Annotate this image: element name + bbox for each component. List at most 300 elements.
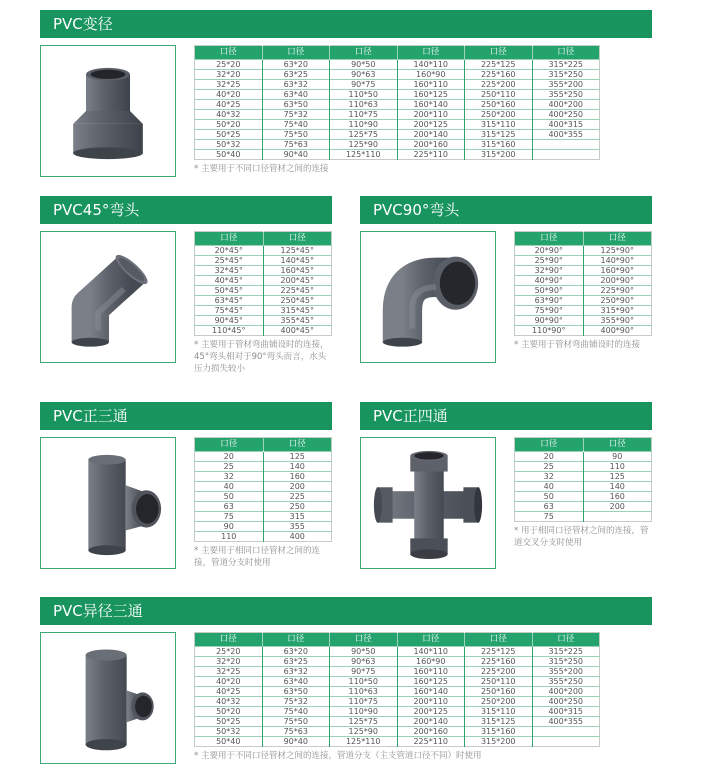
spec-cell [532,140,600,150]
spec-cell: 315*250 [532,657,600,667]
spec-cell: 75*32 [262,697,330,707]
spec-cell: 315*200 [465,150,533,160]
spec-row [515,276,652,286]
spec-cell: 355*90° [583,316,652,326]
spec-cell: 50*40 [195,150,263,160]
spec-cell: 63*32 [262,80,330,90]
tee-cross-sections-row [40,402,652,570]
diameter-column-header: 口径 [195,232,264,246]
spec-cell: 90*63 [330,70,398,80]
spec-cell: 63*32 [262,667,330,677]
spec-cell: 400 [263,531,332,541]
spec-cell: 225*200 [465,80,533,90]
diameter-column-header: 口径 [262,46,330,60]
spec-cell: 250 [263,501,332,511]
spec-cell: 125*110 [330,150,398,160]
spec-row [195,306,332,316]
spec-table [514,437,652,522]
spec-cell: 50*45° [195,286,264,296]
spec-cell: 63*40 [262,677,330,687]
section-pvc-reducing-tee [40,597,652,764]
spec-cell: 90 [195,521,264,531]
elbow-90-product-image [369,238,487,356]
spec-cell: 225*110 [397,150,465,160]
spec-cell: 355*250 [532,90,600,100]
spec-cell: 40*25 [195,100,263,110]
spec-cell: 200*125 [397,707,465,717]
spec-cell: 140*110 [397,647,465,657]
spec-cell: 90*63 [330,657,398,667]
spec-cell: 63*50 [262,100,330,110]
spec-cell: 125*110 [330,737,398,747]
spec-cell: 400*90° [583,326,652,336]
spec-cell: 400*200 [532,687,600,697]
spec-cell: 75*40 [262,120,330,130]
spec-cell: 160*45° [263,266,332,276]
spec-cell: 140 [583,481,652,491]
diameter-column-header: 口径 [195,46,263,60]
spec-row [195,531,332,541]
spec-cell: 160*140 [397,687,465,697]
diameter-column-header: 口径 [263,232,332,246]
spec-cell: 355*200 [532,80,600,90]
diameter-column-header: 口径 [515,232,584,246]
spec-cell: 50*20 [195,120,263,130]
spec-cell: 225*110 [397,737,465,747]
spec-cell: 160 [263,471,332,481]
section-title: PVC90°弯头 [373,201,460,219]
spec-row [195,276,332,286]
spec-cell: 200*45° [263,276,332,286]
spec-cell: 355*45° [263,316,332,326]
diameter-column-header: 口径 [583,437,652,451]
section-pvc-cross [360,402,652,570]
spec-cell: 75 [515,511,584,521]
spec-cell: 140*90° [583,256,652,266]
spec-cell: 20 [195,451,264,461]
section-pvc-reducer [40,10,652,177]
spec-cell: 40*45° [195,276,264,286]
spec-cell: 50*32 [195,727,263,737]
spec-cell: 315*225 [532,60,600,70]
spec-cell: 50*40 [195,737,263,747]
spec-row [515,286,652,296]
product-photo-frame [360,231,496,363]
spec-row [195,110,600,120]
spec-row [195,667,600,677]
spec-cell: 125*90 [330,727,398,737]
spec-table-container [194,231,332,336]
spec-table [514,231,652,336]
spec-cell: 400*315 [532,120,600,130]
spec-cell [583,511,652,521]
spec-cell: 200 [263,481,332,491]
reducing-tee-product-image [52,642,164,754]
section-title: PVC正三通 [53,406,128,425]
spec-cell: 63*20 [262,60,330,70]
spec-cell: 63*45° [195,296,264,306]
product-photo-frame [360,437,496,569]
spec-cell: 160*125 [397,677,465,687]
spec-cell: 25 [195,461,264,471]
footnote: * 用于相同口径管材之间的连接，管道交叉分支时使用 [514,525,649,548]
elbow-sections-row [40,196,652,376]
spec-cell: 400*45° [263,326,332,336]
spec-cell: 90*40 [262,737,330,747]
spec-cell: 225*160 [465,70,533,80]
spec-cell: 110*50 [330,90,398,100]
spec-row [515,316,652,326]
spec-cell: 200*140 [397,717,465,727]
spec-row [195,60,600,70]
spec-cell: 50 [515,491,584,501]
spec-cell: 200*90° [583,276,652,286]
spec-row [195,737,600,747]
spec-cell: 90*45° [195,316,264,326]
spec-cell: 90*50 [330,60,398,70]
spec-cell: 200*110 [397,697,465,707]
spec-cell: 140*45° [263,256,332,266]
spec-cell: 63*90° [515,296,584,306]
spec-cell: 110*90° [515,326,584,336]
spec-row [195,80,600,90]
spec-cell: 250*200 [465,697,533,707]
product-photo-frame [40,231,176,363]
spec-row [195,451,332,461]
spec-cell: 90*90° [515,316,584,326]
product-photo-frame [40,632,176,764]
spec-row [515,246,652,256]
footnote: * 主要用于管材弯曲铺设时的连接 [514,340,640,350]
spec-row [195,491,332,501]
spec-cell: 250*200 [465,110,533,120]
spec-cell: 90*50 [330,647,398,657]
spec-cell: 200*125 [397,120,465,130]
spec-cell: 75*32 [262,110,330,120]
spec-cell [532,727,600,737]
spec-cell: 40*32 [195,110,263,120]
spec-cell: 110*63 [330,100,398,110]
spec-cell: 90*75 [330,667,398,677]
spec-cell: 315*250 [532,70,600,80]
section-title-banner [40,402,332,430]
spec-row [515,256,652,266]
spec-row [195,286,332,296]
spec-row [515,266,652,276]
spec-cell: 50*25 [195,717,263,727]
spec-row [195,717,600,727]
spec-row [195,130,600,140]
spec-cell: 200*140 [397,130,465,140]
diameter-column-header: 口径 [195,633,263,647]
spec-row [195,501,332,511]
spec-row [515,491,652,501]
spec-row [195,707,600,717]
spec-cell: 140*110 [397,60,465,70]
spec-cell: 32*45° [195,266,264,276]
spec-cell: 110 [583,461,652,471]
spec-table-container [194,437,332,542]
spec-cell: 200*110 [397,110,465,120]
spec-cell: 40*32 [195,697,263,707]
spec-row [195,100,600,110]
spec-cell: 315*225 [532,647,600,657]
spec-cell: 400*250 [532,110,600,120]
elbow-45-product-image [49,238,167,356]
spec-row [515,451,652,461]
spec-cell: 25*20 [195,60,263,70]
spec-cell: 25*90° [515,256,584,266]
spec-cell: 25 [515,461,584,471]
spec-table [194,231,332,336]
spec-cell: 32*20 [195,70,263,80]
footnote: * 主要用于不同口径管材之间的连接，管道分支（主支管道口径不同）时使用 [194,751,482,762]
spec-cell: 160 [583,491,652,501]
spec-cell: 200*160 [397,140,465,150]
spec-cell: 40*20 [195,677,263,687]
diameter-column-header: 口径 [330,46,398,60]
spec-row [195,471,332,481]
spec-cell: 110*50 [330,677,398,687]
spec-row [515,326,652,336]
spec-cell: 63 [515,501,584,511]
spec-cell: 125*75 [330,130,398,140]
spec-cell: 90*75 [330,80,398,90]
spec-cell: 125*45° [263,246,332,256]
spec-cell: 50*90° [515,286,584,296]
spec-cell: 160*140 [397,100,465,110]
spec-cell: 250*160 [465,100,533,110]
spec-cell: 225*125 [465,647,533,657]
section-title: PVC变径 [53,15,113,33]
diameter-column-header: 口径 [397,633,465,647]
spec-cell: 400*355 [532,130,600,140]
spec-cell: 160*90 [397,657,465,667]
spec-cell: 400*200 [532,100,600,110]
spec-cell: 32*25 [195,80,263,90]
spec-cell: 315*200 [465,737,533,747]
spec-cell: 400*250 [532,697,600,707]
section-pvc-45-elbow [40,196,332,376]
spec-cell: 315*90° [583,306,652,316]
spec-cell: 160*125 [397,90,465,100]
section-title: PVC异径三通 [53,602,143,621]
section-title-banner [40,10,652,38]
diameter-column-header: 口径 [397,46,465,60]
spec-cell: 250*110 [465,677,533,687]
diameter-column-header: 口径 [583,232,652,246]
spec-row [195,657,600,667]
spec-cell: 315*125 [465,130,533,140]
spec-cell: 400*355 [532,717,600,727]
spec-cell: 225*125 [465,60,533,70]
spec-row [195,461,332,471]
diameter-column-header: 口径 [263,437,332,451]
spec-cell: 225*200 [465,667,533,677]
spec-cell: 75*50 [262,717,330,727]
spec-table-container [514,437,652,522]
spec-cell: 355*200 [532,667,600,677]
spec-cell: 225*160 [465,657,533,667]
spec-cell: 40*20 [195,90,263,100]
spec-cell: 50 [195,491,264,501]
section-title-banner [360,196,652,224]
spec-cell: 63*25 [262,657,330,667]
spec-cell: 160*90° [583,266,652,276]
spec-row [195,120,600,130]
spec-cell: 25*45° [195,256,264,266]
tee-product-image [49,444,167,562]
spec-row [195,266,332,276]
spec-row [515,471,652,481]
spec-cell: 63*50 [262,687,330,697]
cross-product-image [369,444,487,562]
spec-table-container [194,632,600,747]
spec-row [195,687,600,697]
spec-cell: 110*75 [330,697,398,707]
spec-cell: 50*20 [195,707,263,717]
spec-cell: 75*50 [262,130,330,140]
spec-row [515,511,652,521]
section-pvc-90-elbow [360,196,652,376]
spec-cell: 355 [263,521,332,531]
spec-row [195,70,600,80]
spec-row [195,90,600,100]
spec-cell: 125 [583,471,652,481]
spec-cell: 90 [583,451,652,461]
spec-cell: 225 [263,491,332,501]
spec-cell: 75*63 [262,140,330,150]
spec-row [515,461,652,471]
spec-table-container [194,45,600,160]
spec-cell: 355*250 [532,677,600,687]
spec-cell: 50*25 [195,130,263,140]
spec-cell: 20*45° [195,246,264,256]
spec-cell: 32 [515,471,584,481]
spec-cell: 110*63 [330,687,398,697]
spec-cell: 125 [263,451,332,461]
spec-row [515,306,652,316]
spec-cell: 20 [515,451,584,461]
spec-row [515,296,652,306]
diameter-column-header: 口径 [330,633,398,647]
spec-cell: 315*110 [465,120,533,130]
spec-cell: 315*160 [465,727,533,737]
spec-cell: 250*45° [263,296,332,306]
spec-cell: 40 [195,481,264,491]
spec-cell: 315*160 [465,140,533,150]
spec-table [194,632,600,747]
spec-cell: 75*90° [515,306,584,316]
footnote: * 主要用于管材弯曲铺设时的连接，45°弯头相对于90°弯头而言，水头压力损失较小 [194,340,329,374]
diameter-column-header: 口径 [262,633,330,647]
spec-cell: 250*90° [583,296,652,306]
spec-cell: 250*110 [465,90,533,100]
spec-row [195,511,332,521]
spec-row [195,140,600,150]
spec-row [195,697,600,707]
spec-cell: 32*90° [515,266,584,276]
reducer-product-image [53,56,163,166]
spec-cell: 75 [195,511,264,521]
spec-row [195,246,332,256]
spec-cell: 160*110 [397,80,465,90]
spec-cell: 125*90 [330,140,398,150]
spec-row [195,521,332,531]
spec-cell: 160*110 [397,667,465,677]
spec-cell: 63 [195,501,264,511]
spec-cell [532,150,600,160]
spec-cell: 25*20 [195,647,263,657]
spec-cell: 315*45° [263,306,332,316]
spec-table [194,437,332,542]
spec-cell: 250*160 [465,687,533,697]
spec-table-container [514,231,652,336]
spec-cell: 315*110 [465,707,533,717]
spec-cell: 315 [263,511,332,521]
spec-cell: 110 [195,531,264,541]
diameter-column-header: 口径 [532,46,600,60]
spec-cell: 400*315 [532,707,600,717]
footnote: * 主要用于不同口径管材之间的连接 [194,164,329,174]
spec-row [195,296,332,306]
section-title: PVC正四通 [373,406,448,425]
spec-row [195,326,332,336]
spec-cell: 110*45° [195,326,264,336]
spec-cell: 90*40 [262,150,330,160]
spec-cell: 225*45° [263,286,332,296]
spec-row [195,727,600,737]
section-title-banner [360,402,652,430]
spec-cell: 200 [583,501,652,511]
section-title-banner [40,597,652,625]
spec-cell: 225*90° [583,286,652,296]
spec-row [195,150,600,160]
spec-cell: 50*32 [195,140,263,150]
diameter-column-header: 口径 [465,633,533,647]
spec-cell: 75*40 [262,707,330,717]
spec-cell: 200*160 [397,727,465,737]
footnote: * 主要用于相同口径管材之间的连接，管道分支时使用 [194,545,320,568]
spec-cell: 63*20 [262,647,330,657]
spec-cell: 75*63 [262,727,330,737]
spec-cell: 63*25 [262,70,330,80]
spec-cell: 110*90 [330,707,398,717]
spec-cell: 32 [195,471,264,481]
spec-row [515,481,652,491]
diameter-column-header: 口径 [465,46,533,60]
section-title: PVC45°弯头 [53,201,140,219]
spec-cell: 125*90° [583,246,652,256]
spec-row [195,677,600,687]
product-photo-frame [40,45,176,177]
section-title-banner [40,196,332,224]
spec-cell [532,737,600,747]
spec-cell: 75*45° [195,306,264,316]
spec-cell: 63*40 [262,90,330,100]
spec-table [194,45,600,160]
product-photo-frame [40,437,176,569]
spec-row [195,316,332,326]
spec-cell: 160*90 [397,70,465,80]
section-pvc-tee [40,402,332,570]
spec-cell: 20*90° [515,246,584,256]
spec-cell: 40 [515,481,584,491]
spec-row [515,501,652,511]
diameter-column-header: 口径 [532,633,600,647]
spec-cell: 40*25 [195,687,263,697]
spec-cell: 40*90° [515,276,584,286]
